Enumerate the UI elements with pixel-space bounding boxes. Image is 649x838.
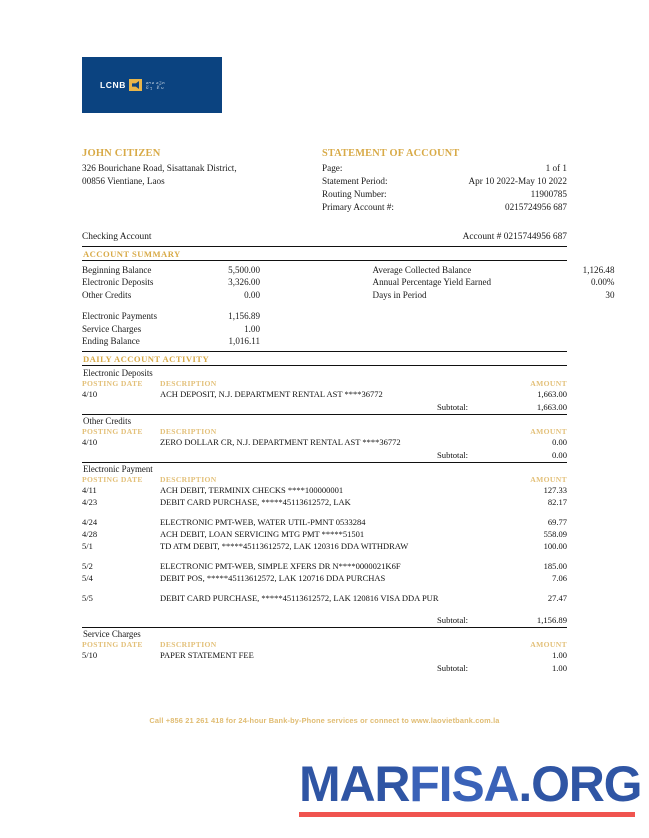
summary-row	[82, 323, 260, 335]
column-header-date: POSTING DATE	[82, 378, 143, 388]
summary-value: 1,126.48	[582, 265, 615, 275]
account-line	[82, 232, 567, 242]
activity-group	[82, 463, 567, 628]
summary-left-rows-2	[82, 310, 325, 347]
column-header-amount: AMOUNT	[530, 640, 567, 650]
statement-meta-row	[322, 201, 567, 214]
subtotal-amount: 1,156.89	[536, 614, 567, 625]
subtotal-label: Subtotal:	[437, 662, 469, 673]
summary-left-rows	[82, 264, 325, 301]
summary-row	[82, 310, 260, 322]
subtotal-row	[82, 614, 567, 626]
transaction-description: ZERO DOLLAR CR, N.J. DEPARTMENT RENTAL AST ****36772	[160, 437, 401, 448]
transaction-row	[82, 389, 567, 401]
summary-row	[82, 264, 260, 276]
summary-gap	[82, 301, 325, 310]
activity-column-headers	[82, 378, 567, 389]
statement-meta-value: 0215724956 687	[504, 202, 567, 212]
activity-group-label: Electronic Deposits	[83, 367, 153, 378]
subtotal-row	[82, 449, 567, 461]
header-row	[82, 148, 567, 214]
transaction-row	[82, 541, 567, 553]
transaction-amount: 100.00	[543, 540, 567, 551]
statement-meta-label: Statement Period:	[322, 176, 388, 186]
summary-value: 1.00	[244, 323, 260, 334]
transaction-row	[82, 517, 567, 529]
summary-section-title: ACCOUNT SUMMARY	[83, 248, 181, 259]
statement-meta-label: Routing Number:	[322, 189, 387, 199]
row-spacer	[82, 584, 567, 593]
transaction-row	[82, 561, 567, 573]
logo-wordmark: LCNB	[100, 80, 127, 90]
document-body	[82, 148, 615, 674]
transaction-amount: 69.77	[547, 517, 567, 528]
transaction-amount: 185.00	[543, 561, 567, 572]
customer-address-line1: 326 Bourichane Road, Sisattanak District,	[82, 163, 237, 173]
statement-meta-label: Primary Account #:	[322, 202, 394, 212]
row-spacer	[82, 552, 567, 561]
transaction-date: 5/2	[82, 561, 93, 572]
transaction-row	[82, 593, 567, 605]
watermark-text-part1: MAR	[299, 756, 410, 812]
summary-value: 30	[605, 289, 615, 300]
transaction-amount: 0.00	[552, 437, 567, 448]
subtotal-amount: 1.00	[551, 662, 567, 673]
transaction-date: 4/10	[82, 437, 98, 448]
summary-value: 0.00	[244, 289, 260, 300]
statement-meta-block	[322, 148, 567, 214]
transaction-date: 5/5	[82, 593, 93, 604]
activity-group-label: Electronic Payment	[83, 464, 153, 475]
logo-subtext-line1: ລາວ ວຽດ	[146, 80, 166, 85]
summary-right-column	[325, 264, 615, 347]
summary-value: 1,016.11	[228, 336, 260, 347]
summary-value: 0.00%	[591, 277, 615, 288]
transaction-amount: 558.09	[543, 528, 567, 539]
transaction-date: 4/24	[82, 517, 98, 528]
transaction-description: ACH DEBIT, LOAN SERVICING MTG PMT *****51501	[160, 528, 365, 539]
subtotal-spacer	[82, 449, 437, 461]
statement-meta-row	[322, 175, 567, 188]
subtotal-spacer	[82, 614, 437, 626]
subtotal-label: Subtotal:	[437, 449, 469, 460]
transaction-description: ACH DEBIT, TERMINIX CHECKS ****100000001	[160, 485, 344, 496]
column-header-amount: AMOUNT	[530, 475, 567, 485]
transaction-row	[82, 650, 567, 662]
statement-title: STATEMENT OF ACCOUNT	[322, 148, 460, 159]
summary-row	[373, 289, 615, 301]
row-spacer	[82, 605, 567, 614]
activity-column-headers	[82, 426, 567, 437]
transaction-date: 5/4	[82, 572, 93, 583]
subtotal-row	[82, 401, 567, 413]
logo-inner	[100, 79, 165, 91]
transaction-amount: 1,663.00	[537, 388, 567, 399]
summary-label: Electronic Payments	[82, 311, 158, 322]
transaction-description: ELECTRONIC PMT-WEB, WATER UTIL-PMNT 0533284	[160, 517, 366, 528]
statement-meta-row	[322, 188, 567, 201]
summary-left-column	[82, 264, 325, 347]
summary-value: 3,326.00	[228, 277, 260, 288]
logo-subtext-line2: ບັງ ຄັບ	[146, 85, 166, 90]
footer-contact-note: Call +856 21 261 418 for 24-hour Bank-by-Phone services or connect to www.laovietbank.com.la	[149, 716, 500, 725]
transaction-row	[82, 529, 567, 541]
column-header-date: POSTING DATE	[82, 640, 143, 650]
transaction-row	[82, 497, 567, 509]
summary-label: Beginning Balance	[82, 265, 152, 275]
activity-group	[82, 366, 567, 414]
summary-row	[373, 276, 615, 288]
transaction-date: 4/10	[82, 388, 98, 399]
summary-row	[82, 289, 260, 301]
statement-meta-label: Page:	[322, 163, 343, 173]
statement-meta-rows	[322, 162, 567, 214]
transaction-date: 4/28	[82, 528, 98, 539]
summary-value: 1,156.89	[228, 311, 260, 322]
speaker-icon	[129, 79, 142, 91]
subtotal-spacer	[82, 401, 437, 413]
statement-meta-value: Apr 10 2022-May 10 2022	[468, 176, 567, 186]
statement-meta-value: 1 of 1	[545, 163, 567, 173]
summary-label: Days in Period	[372, 289, 427, 300]
transaction-description: PAPER STATEMENT FEE	[160, 650, 254, 661]
summary-right-rows	[372, 264, 615, 301]
transaction-row	[82, 437, 567, 449]
activity-column-headers	[82, 474, 567, 485]
subtotal-spacer	[82, 662, 437, 674]
customer-name: JOHN CITIZEN	[82, 148, 161, 159]
transaction-description: DEBIT CARD PURCHASE, *****45113612572, LAK 120816 VISA DDA PUR	[160, 593, 439, 604]
customer-address-line2: 00856 Vientiane, Laos	[82, 176, 165, 186]
summary-row	[82, 276, 260, 288]
summary-label: Average Collected Balance	[372, 265, 472, 275]
summary-row	[373, 264, 615, 276]
activity-section-title: DAILY ACCOUNT ACTIVITY	[83, 353, 210, 364]
transaction-amount: 82.17	[547, 496, 567, 507]
summary-label: Ending Balance	[82, 336, 140, 347]
column-header-date: POSTING DATE	[82, 427, 143, 437]
subtotal-label: Subtotal:	[437, 614, 469, 625]
column-header-description: DESCRIPTION	[160, 427, 217, 437]
bank-logo	[82, 57, 222, 113]
statement-meta-value: 11900785	[530, 189, 567, 199]
account-type: Checking Account	[82, 232, 152, 242]
summary-label: Electronic Deposits	[82, 277, 154, 288]
watermark-text-part2: FISA	[409, 756, 519, 812]
transaction-row	[82, 485, 567, 497]
transaction-description: ELECTRONIC PMT-WEB, SIMPLE XFERS DR N****0000021K6F	[160, 561, 401, 572]
statement-meta-row	[322, 162, 567, 175]
subtotal-amount: 0.00	[551, 449, 567, 460]
watermark-underline	[299, 812, 635, 817]
transaction-description: DEBIT POS, *****45113612572, LAK 120716 DDA PURCHAS	[160, 572, 386, 583]
column-header-description: DESCRIPTION	[160, 475, 217, 485]
transaction-date: 4/11	[82, 485, 97, 496]
watermark-text-part3: .ORG	[518, 756, 642, 812]
summary-label: Other Credits	[82, 289, 132, 300]
column-header-amount: AMOUNT	[530, 378, 567, 388]
watermark-text	[299, 756, 642, 812]
activity-group	[82, 628, 567, 674]
transaction-description: DEBIT CARD PURCHASE, *****45113612572, LAK	[160, 496, 351, 507]
transaction-amount: 7.06	[552, 572, 567, 583]
activity-group-label: Service Charges	[83, 629, 141, 640]
transaction-amount: 127.33	[543, 485, 567, 496]
transaction-date: 5/10	[82, 650, 98, 661]
summary-label: Service Charges	[82, 323, 142, 334]
account-number: Account # 0215744956 687	[462, 232, 567, 242]
transaction-amount: 1.00	[552, 650, 567, 661]
transaction-date: 5/1	[82, 540, 93, 551]
logo-subtext	[146, 80, 165, 90]
column-header-date: POSTING DATE	[82, 475, 143, 485]
activity-groups	[82, 366, 567, 674]
activity-group	[82, 415, 567, 463]
transaction-amount: 27.47	[547, 593, 567, 604]
transaction-row	[82, 573, 567, 585]
transaction-date: 4/23	[82, 496, 98, 507]
summary-label: Annual Percentage Yield Earned	[372, 277, 492, 288]
row-spacer	[82, 508, 567, 517]
activity-column-headers	[82, 639, 567, 650]
transaction-description: TD ATM DEBIT, *****45113612572, LAK 120316 DDA WITHDRAW	[160, 540, 409, 551]
watermark	[299, 756, 642, 817]
subtotal-label: Subtotal:	[437, 401, 469, 412]
column-header-amount: AMOUNT	[530, 427, 567, 437]
summary-grid	[82, 261, 615, 347]
summary-value: 5,500.00	[228, 265, 260, 275]
subtotal-row	[82, 662, 567, 674]
column-header-description: DESCRIPTION	[160, 378, 217, 388]
transaction-description: ACH DEPOSIT, N.J. DEPARTMENT RENTAL AST ****36772	[160, 388, 383, 399]
customer-block	[82, 148, 314, 214]
subtotal-amount: 1,663.00	[536, 401, 567, 412]
column-header-description: DESCRIPTION	[160, 640, 217, 650]
activity-group-label: Other Credits	[83, 416, 132, 427]
summary-row	[82, 335, 260, 347]
